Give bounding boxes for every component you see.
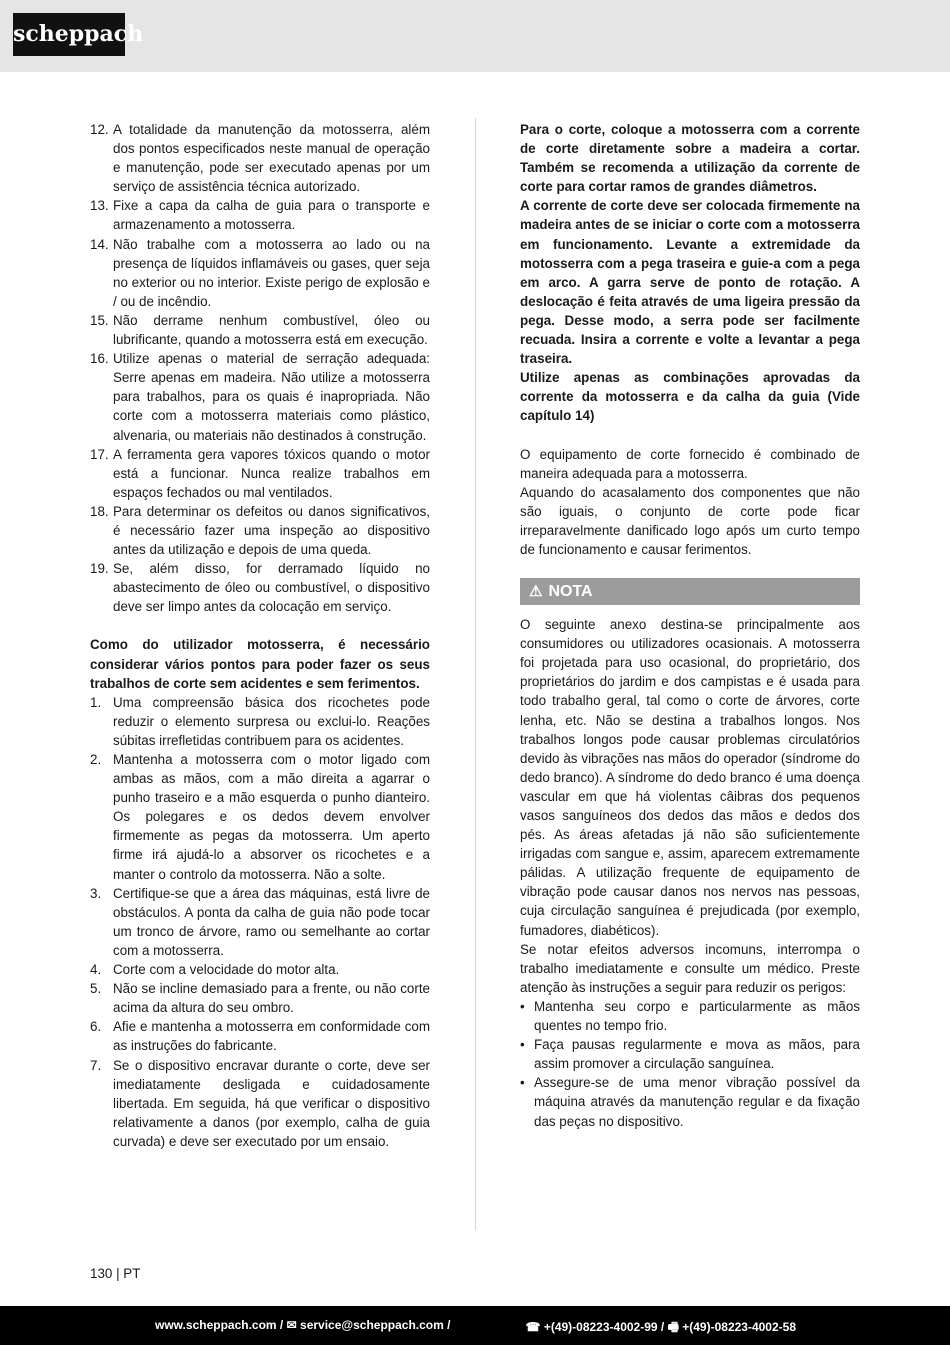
note-paragraph: O seguinte anexo destina-se principalmente aos consumidores ou utilizadores ocasionais. A motosserra foi projetada para uso ocasional, do proprietário, dos proprietários do jardim e dos campistas e é usada para todo trabalho geral, tal como o corte de árvores, corte lenha, etc. Não se destina a trabalhos longos. Nos trabalhos longos pode causar problemas circulatórios devido às vibrações nas mãos do operador (síndrome do dedo branco). A síndrome do dedo branco é uma doença vascular em que há violentas câibras dos pequenos vasos sanguíneos dos dedos das mãos e dedos dos pés. As áreas afetadas já não são suficientemente irrigadas com sangue e, assim, aparecem extremamente pálidas. A utilização frequente de equipamento de vibração pode causar danos nos nervos nas pessoas, cuja circulação sanguínea é prejudicada (por exemplo, fumadores, diabéticos). (520, 617, 860, 938)
paragraph: Aquando do acasalamento dos componentes que não são iguais, o conjunto de corte pode ficar irreparavelmente danificado logo após um curto tempo de funcionamento e causar ferimentos. (520, 484, 860, 557)
list-item: 6. Afie e mantenha a motosserra em conformidade com as instruções do fabricante. (90, 1019, 430, 1054)
list-item: • Mantenha seu corpo e particularmente as mãos quentes no tempo frio. (520, 998, 860, 1034)
list-item: 16. Utilize apenas o material de serração adequada: Serre apenas em madeira. Não utilize a motosserra para trabalhos, para os quais é inapropriada. Não corte com a motosserra materiais como plástico, alvenaria, ou materiais não destinados à construção. (90, 351, 430, 443)
page-footer (0, 1306, 950, 1345)
list-item: 17. A ferramenta gera vapores tóxicos quando o motor está a funcionar. Nunca realize trabalhos em espaços fechados ou mal ventilados. (90, 446, 430, 500)
bold-paragraph: Utilize apenas as combinações aprovadas da corrente da motosserra e da calha da guia (Vide capítulo 14) (520, 370, 860, 424)
page-header (0, 0, 950, 72)
brand-logo: scheppach (13, 13, 125, 56)
note-paragraph: Se notar efeitos adversos incomuns, interrompa o trabalho imediatamente e consulte um médico. Preste atenção às instruções a seguir para reduzir os perigos: (520, 941, 860, 995)
fax-icon: 🖷 (667, 1320, 679, 1334)
cutting-safety-list (90, 693, 430, 1151)
note-label: NOTA (548, 583, 593, 601)
list-item: 4. Corte com a velocidade do motor alta. (90, 962, 340, 978)
phone-icon: ☎ (525, 1320, 541, 1334)
bullet-list (520, 997, 860, 1131)
list-item: 7. Se o dispositivo encravar durante o corte, deve ser imediatamente desligada e cuidadosamente libertada. Em seguida, há que verificar o dispositivo relativamente a danos (por exemplo, calha de guia curvada) e deve ser executado por um ensaio. (90, 1057, 430, 1149)
mail-icon: ✉ (286, 1318, 297, 1332)
column-divider (475, 118, 476, 1230)
list-item: 13. Fixe a capa da calha de guia para o transporte e armazenamento a motosserra. (90, 198, 430, 233)
list-item: 1. Uma compreensão básica dos ricochetes pode reduzir o elemento surpresa ou exclui-lo. Reações súbitas irrefletidas contribuem para os acidentes. (90, 694, 430, 748)
list-item: 18. Para determinar os defeitos ou danos significativos, é necessário fazer uma inspeção ao dispositivo antes da utilização e depois de uma queda. (90, 503, 430, 558)
warning-triangle-icon: ⚠ (529, 583, 543, 601)
paragraph: O equipamento de corte fornecido é combinado de maneira adequada para a motosserra. (520, 446, 860, 481)
list-item: 5. Não se incline demasiado para a frente, ou não corte acima da altura do seu ombro. (90, 981, 430, 1016)
bullet-icon: • (520, 1075, 525, 1091)
footer-contact: ☎ +(49)-08223-4002-99 / 🖷 +(49)-08223-4002-58 (525, 1320, 796, 1334)
bold-paragraph: Para o corte, coloque a motosserra com a corrente de corte diretamente sobre a madeira a cortar. Também se recomenda a utilização da corrente de corte para cortar ramos de grandes diâmetros. (520, 122, 860, 195)
list-item: • Assegure-se de uma menor vibração possível da máquina através da manutenção regular e da fixação das peças no dispositivo. (520, 1075, 860, 1129)
cutting-intro-bold: Como do utilizador motosserra, é necessário considerar vários pontos para poder fazer os seus trabalhos de corte sem acidentes e sem ferimentos. (90, 637, 430, 691)
list-item: 19. Se, além disso, for derramado líquido no abastecimento de óleo ou combustível, o dispositivo deve ser limpo antes da colocação em serviço. (90, 561, 430, 615)
page-number: 130 | PT (90, 1266, 141, 1281)
bold-paragraph: A corrente de corte deve ser colocada firmemente na madeira antes de se iniciar o corte com a motosserra em funcionamento. Levante a extremidade da motosserra com a pega traseira e guie-a com a pega em arco. A garra serve de ponto de rotação. A deslocação é feita através de uma ligeira pressão da pega. Desse modo, a serra pode ser facilmente recuada. Insira a corrente e volte a levantar a pega traseira. (520, 198, 860, 367)
note-banner (520, 578, 860, 605)
list-item: 14. Não trabalhe com a motosserra ao lado ou na presença de líquidos inflamáveis ou gases, quer seja no exterior ou no interior. Existe perigo de explosão e / ou de incêndio. (90, 236, 430, 309)
list-item: • Faça pausas regularmente e mova as mãos, para assim promover a circulação sanguínea. (520, 1037, 860, 1072)
bullet-icon: • (520, 1037, 525, 1053)
right-column (520, 120, 860, 1131)
bullet-icon: • (520, 998, 525, 1014)
list-item: 12. A totalidade da manutenção da motosserra, além dos pontos especificados neste manual de operação e manutenção, pode ser executado apenas por um serviço de assistência técnica autorizado. (90, 122, 430, 195)
safety-list-continued (90, 120, 430, 616)
list-item: 3. Certifique-se que a área das máquinas, está livre de obstáculos. A ponta da calha de guia não pode tocar um tronco de árvore, ramo ou semelhante ao cortar com a motosserra. (90, 885, 430, 958)
left-column (90, 120, 430, 1151)
footer-website: www.scheppach.com / ✉ service@scheppach.com / (155, 1318, 451, 1332)
list-item: 2. Mantenha a motosserra com o motor ligado com ambas as mãos, com a mão direita a agarrar o punho traseiro e a mão esquerda o punho dianteiro. Os polegares e os dedos devem envolver firmemente as pegas da motosserra. Um aperto firme irá ajudá-lo a absorver os ricochetes e a manter o controlo da motosserra. Não a solte. (90, 752, 430, 882)
list-item: 15. Não derrame nenhum combustível, óleo ou lubrificante, quando a motosserra está em execução. (90, 312, 430, 348)
